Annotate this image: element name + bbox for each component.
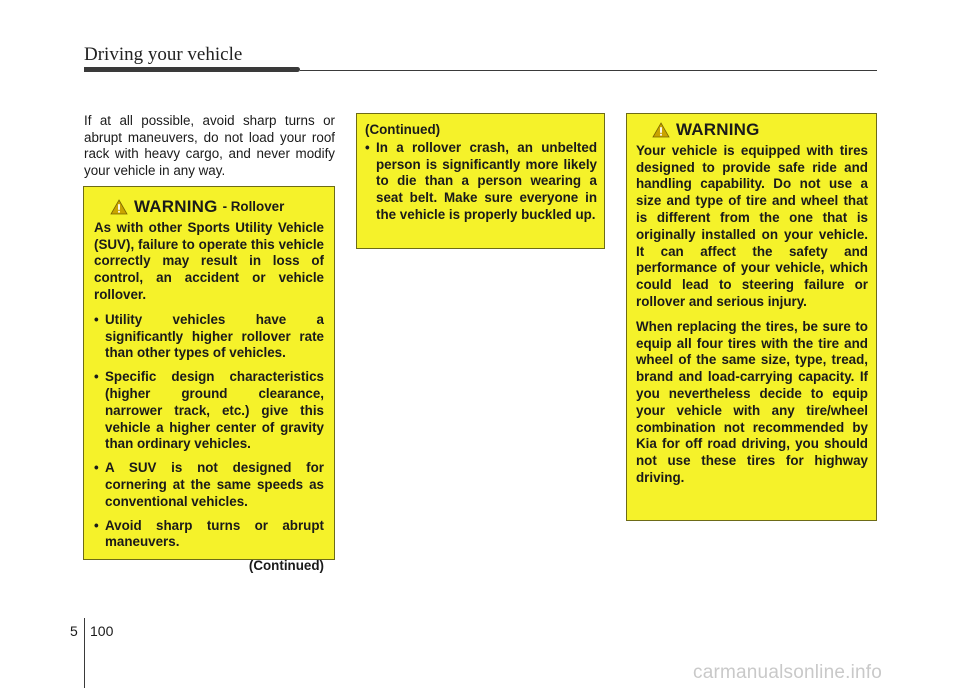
list-item: • A SUV is not designed for cornering at the same speeds as conventional vehicles. — [94, 460, 324, 510]
warning-triangle-icon — [652, 122, 670, 138]
warning-subheading: - Rollover — [222, 199, 285, 214]
warning-heading-text: WARNING — [134, 197, 218, 216]
continued-label: (Continued) — [248, 558, 324, 574]
tire-warning-paragraph: When replacing the tires, be sure to equip all four tires with the tire and wheel of the same size, type, tread, brand and load-carrying capacity. If you nevertheless decide to equip your vehicle with any tire/wheel combination not recommended by Kia for off road driving, you should not use these tires for highway driving. — [636, 318, 868, 485]
rollover-continued-box — [356, 113, 605, 249]
rollover-lead: As with other Sports Utility Vehicle (SUV), failure to operate this vehicle correctly may result in loss of control, an accident or vehicle rollover. — [94, 219, 324, 302]
warning-heading — [94, 199, 324, 216]
warning-heading-text: WARNING — [676, 120, 760, 139]
warning-heading — [636, 122, 868, 139]
rollover-warning-box — [83, 186, 335, 574]
watermark: carmanualsonline.info — [693, 662, 883, 683]
list-item: • Avoid sharp turns or abrupt maneuvers. — [94, 518, 324, 552]
list-item: • Utility vehicles have a significantly higher rollover rate than other types of vehicles. — [94, 312, 324, 362]
section-number: 5 — [70, 623, 78, 639]
list-item: • Specific design characteristics (higher ground clearance, narrower track, etc.) give this vehicle a higher center of gravity than ordinary vehicles. — [94, 369, 324, 453]
rollover-bullet-list — [94, 312, 324, 551]
tire-warning-box — [626, 113, 877, 521]
tire-warning-paragraph: Your vehicle is equipped with tires designed to provide safe ride and handling capability. Do not use a size and type of tire and wheel that is different from the one that is originally installed on your vehicle. It can affect the safety and performance of your vehicle, which could lead to steering failure or rollover and serious injury. — [636, 142, 868, 309]
footer-rule — [84, 618, 85, 688]
continued-label: (Continued) — [365, 122, 441, 137]
list-item: • In a rollover crash, an unbelted person is significantly more likely to die than a person wearing a seat belt. Make sure everyone in the vehicle is properly buckled up. — [365, 140, 597, 224]
page-header-title: Driving your vehicle — [84, 44, 243, 65]
warning-triangle-icon — [110, 199, 128, 215]
header-rule-thin — [300, 70, 877, 71]
header-rule-thick — [84, 67, 300, 72]
intro-paragraph: If at all possible, avoid sharp turns or abrupt maneuvers, do not load your roof rack with heavy cargo, and never modify your vehicle in any way. — [84, 113, 335, 178]
continued-bullet-list — [365, 140, 597, 224]
page-number: 100 — [90, 623, 114, 639]
